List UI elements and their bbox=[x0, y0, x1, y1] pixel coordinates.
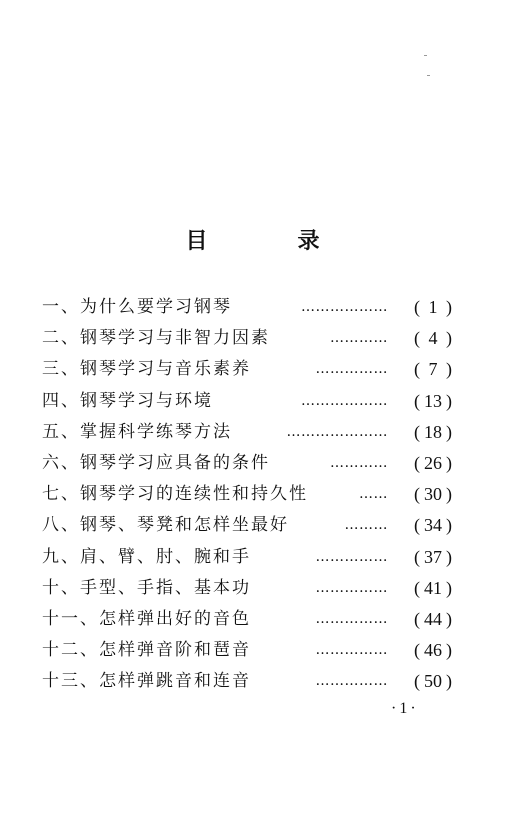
toc-leader-dots: …………… bbox=[315, 548, 388, 565]
toc-leader-dots: ……… bbox=[344, 517, 388, 534]
toc-page-number: ( 4 ) bbox=[414, 328, 452, 349]
scan-speck bbox=[424, 55, 427, 56]
scan-speck bbox=[427, 75, 430, 76]
toc-page-number: ( 13 ) bbox=[414, 390, 452, 411]
toc-entry-title: 十一、怎样弹出好的音色 bbox=[42, 608, 251, 629]
toc-entry-title: 六、钢琴学习应具备的条件 bbox=[42, 452, 270, 473]
toc-leader-dots: …………… bbox=[315, 361, 388, 378]
toc-page-number: ( 7 ) bbox=[414, 359, 452, 380]
page-title: 目 录 bbox=[185, 229, 354, 254]
toc-page-number: ( 34 ) bbox=[414, 515, 452, 536]
toc-entry-title: 十三、怎样弹跳音和连音 bbox=[42, 671, 251, 692]
toc-entry-title: 三、钢琴学习与音乐素养 bbox=[42, 359, 251, 380]
toc-entry-title: 五、掌握科学练琴方法 bbox=[42, 421, 232, 442]
page-folio: ·1· bbox=[391, 700, 419, 717]
toc-page-number: ( 1 ) bbox=[414, 297, 452, 317]
toc-entry[interactable] bbox=[42, 479, 452, 510]
toc-page-number: ( 18 ) bbox=[414, 421, 452, 442]
toc-entry[interactable] bbox=[42, 635, 452, 666]
table-of-contents bbox=[42, 292, 452, 697]
toc-page-number: ( 41 ) bbox=[414, 577, 452, 598]
toc-entry-title: 二、钢琴学习与非智力因素 bbox=[42, 328, 270, 349]
toc-entry-title: 四、钢琴学习与环境 bbox=[42, 390, 213, 411]
toc-page-number: ( 30 ) bbox=[414, 484, 452, 505]
toc-entry[interactable] bbox=[42, 510, 452, 541]
toc-page-number: ( 46 ) bbox=[414, 640, 452, 661]
toc-leader-dots: …………… bbox=[315, 579, 388, 596]
toc-entry[interactable] bbox=[42, 354, 452, 385]
toc-page-number: ( 44 ) bbox=[414, 608, 452, 629]
toc-leader-dots: …………… bbox=[315, 642, 388, 659]
toc-leader-dots: ……………… bbox=[301, 299, 388, 315]
toc-leader-dots: …… bbox=[359, 486, 388, 503]
toc-entry-title: 十、手型、手指、基本功 bbox=[42, 577, 251, 598]
toc-page-number: ( 37 ) bbox=[414, 546, 452, 567]
toc-page-number: ( 50 ) bbox=[414, 671, 452, 692]
toc-leader-dots: ……………… bbox=[301, 392, 388, 409]
toc-entry[interactable] bbox=[42, 292, 452, 323]
toc-entry[interactable] bbox=[42, 417, 452, 448]
toc-entry-title: 九、肩、臂、肘、腕和手 bbox=[42, 546, 251, 567]
toc-entry[interactable] bbox=[42, 542, 452, 573]
toc-entry[interactable] bbox=[42, 386, 452, 417]
toc-leader-dots: ………… bbox=[330, 454, 388, 471]
toc-entry[interactable] bbox=[42, 666, 452, 697]
toc-entry-title: 十二、怎样弹音阶和琶音 bbox=[42, 640, 251, 661]
toc-entry[interactable] bbox=[42, 323, 452, 354]
toc-entry[interactable] bbox=[42, 448, 452, 479]
toc-entry-title: 八、钢琴、琴凳和怎样坐最好 bbox=[42, 515, 289, 536]
toc-entry-title: 一、为什么要学习钢琴 bbox=[42, 297, 232, 317]
toc-leader-dots: …………… bbox=[315, 673, 388, 690]
toc-leader-dots: ………… bbox=[330, 330, 388, 347]
toc-page-number: ( 26 ) bbox=[414, 452, 452, 473]
toc-leader-dots: …………… bbox=[315, 610, 388, 627]
toc-entry[interactable] bbox=[42, 573, 452, 604]
toc-entry[interactable] bbox=[42, 604, 452, 635]
toc-leader-dots: ………………… bbox=[286, 423, 388, 440]
toc-entry-title: 七、钢琴学习的连续性和持久性 bbox=[42, 484, 308, 505]
